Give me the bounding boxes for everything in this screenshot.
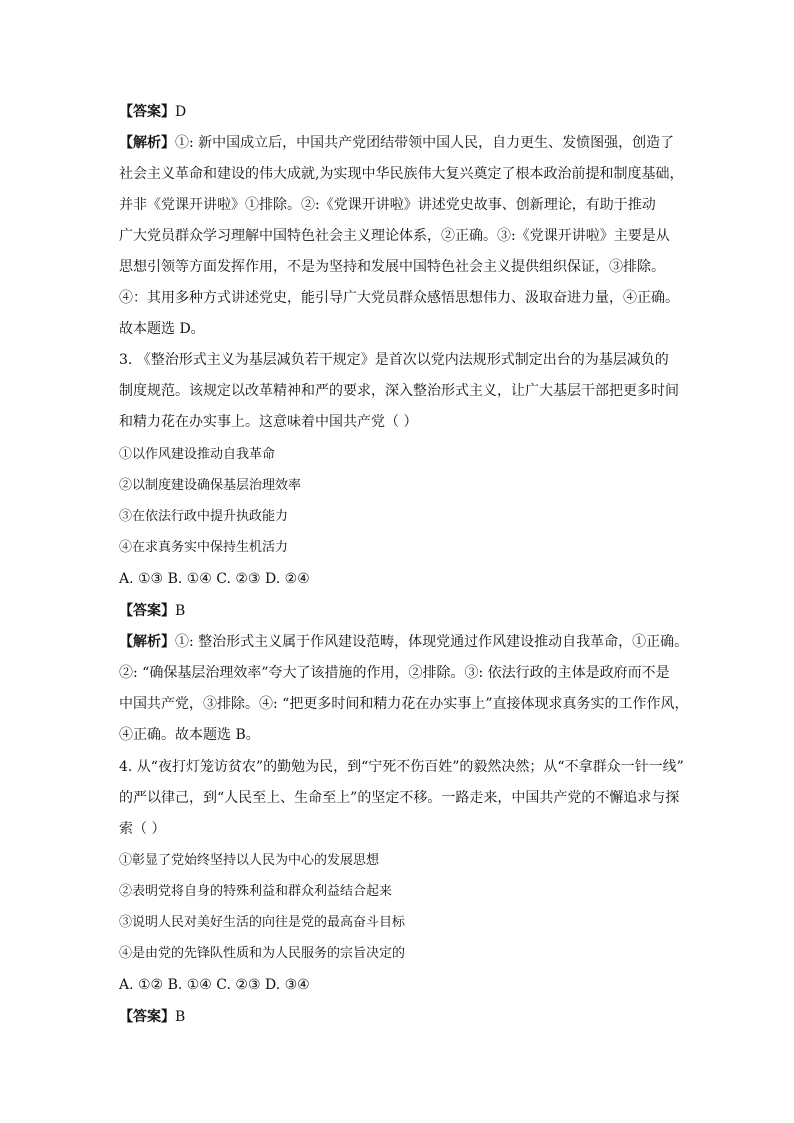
answer-line-1: [119, 102, 689, 122]
question-option: ②以制度建设确保基层治理效率: [119, 478, 302, 493]
analysis-label: 【解析】: [119, 634, 175, 650]
question-option: ②表明党将自身的特殊利益和群众利益结合起来: [119, 884, 393, 899]
question-stem: 索（ ）: [119, 821, 166, 837]
question-stem: 制度规范。该规定以改革精神和严的要求，深入整治形式主义，让广大基层干部把更多时间: [119, 383, 679, 399]
answer-label: 【答案】: [119, 603, 175, 619]
analysis-line: 广大党员群众学习理解中国特色社会主义理论体系，②正确。③:《党课开讲啦》主要是从: [119, 228, 670, 244]
analysis-label: 【解析】: [119, 135, 175, 151]
question-option: ①彰显了党始终坚持以人民为中心的发展思想: [119, 853, 380, 868]
analysis-line: 并非《党课开讲啦》①排除。②:《党课开讲啦》讲述党史故事、创新理论，有助于推动: [119, 197, 656, 213]
answer-choices: A. ①② B. ①④ C. ②③ D. ③④: [119, 977, 310, 993]
question-stem: 的严以律己，到“人民至上、生命至上”的坚定不移。一路走来，中国共产党的不懈追求与探: [119, 790, 680, 806]
question-stem: 和精力花在办实事上。这意味着中国共产党（ ）: [119, 414, 418, 430]
question-option: ④在求真务实中保持生机活力: [119, 540, 289, 555]
question-stem: 3. 《整治形式主义为基层减负若干规定》是首次以党内法规形式制定出台的为基层减负的: [119, 352, 669, 368]
question-option: ③说明人民对美好生活的向往是党的最高奋斗目标: [119, 915, 406, 930]
analysis-line: 中国共产党，③排除。④: “把更多时间和精力花在办实事上”直接体现求真务实的工作作风，: [119, 696, 689, 712]
analysis-line: 思想引领等方面发挥作用，不是为坚持和发展中国特色社会主义提供组织保证，③排除。: [119, 259, 665, 275]
analysis-line: 社会主义革命和建设的伟大成就,为实现中华民族伟大复兴奠定了根本政治前提和制度基础，: [119, 166, 684, 182]
analysis-line: [119, 632, 689, 652]
analysis-line: ②: “确保基层治理效率”夸大了该措施的作用，②排除。③: 依法行政的主体是政府而不是: [119, 665, 670, 681]
answer-value: B: [175, 603, 186, 619]
answer-choices: A. ①③ B. ①④ C. ②③ D. ②④: [119, 571, 310, 587]
analysis-text: ①: 新中国成立后，中国共产党团结带领中国人民，自力更生、发愤图强，创造了: [175, 135, 675, 151]
answer-value: B: [175, 1009, 186, 1025]
question-option: ③在依法行政中提升执政能力: [119, 509, 289, 524]
analysis-line: ④：其用多种方式讲述党史，能引导广大党员群众感悟思想伟力、汲取奋进力量，④正确。: [119, 290, 679, 306]
analysis-line: [119, 133, 689, 153]
question-option: ①以作风建设推动自我革命: [119, 447, 276, 462]
answer-label: 【答案】: [119, 1009, 175, 1025]
answer-value: D: [175, 104, 187, 120]
question-stem: 4. 从“夜打灯笼访贫农”的勤勉为民，到“宁死不伤百姓”的毅然决然；从“不拿群众一针一线”: [119, 759, 684, 775]
question-option: ④是由党的先锋队性质和为人民服务的宗旨决定的: [119, 946, 406, 961]
analysis-text: ①: 整治形式主义属于作风建设范畴，体现党通过作风建设推动自我革命，①正确。: [175, 634, 689, 650]
analysis-line: ④正确。故本题选 B。: [119, 727, 260, 743]
answer-line-3: [119, 601, 689, 621]
answer-line-4: [119, 1007, 689, 1027]
analysis-line: 故本题选 D。: [119, 321, 205, 337]
answer-label: 【答案】: [119, 104, 175, 120]
